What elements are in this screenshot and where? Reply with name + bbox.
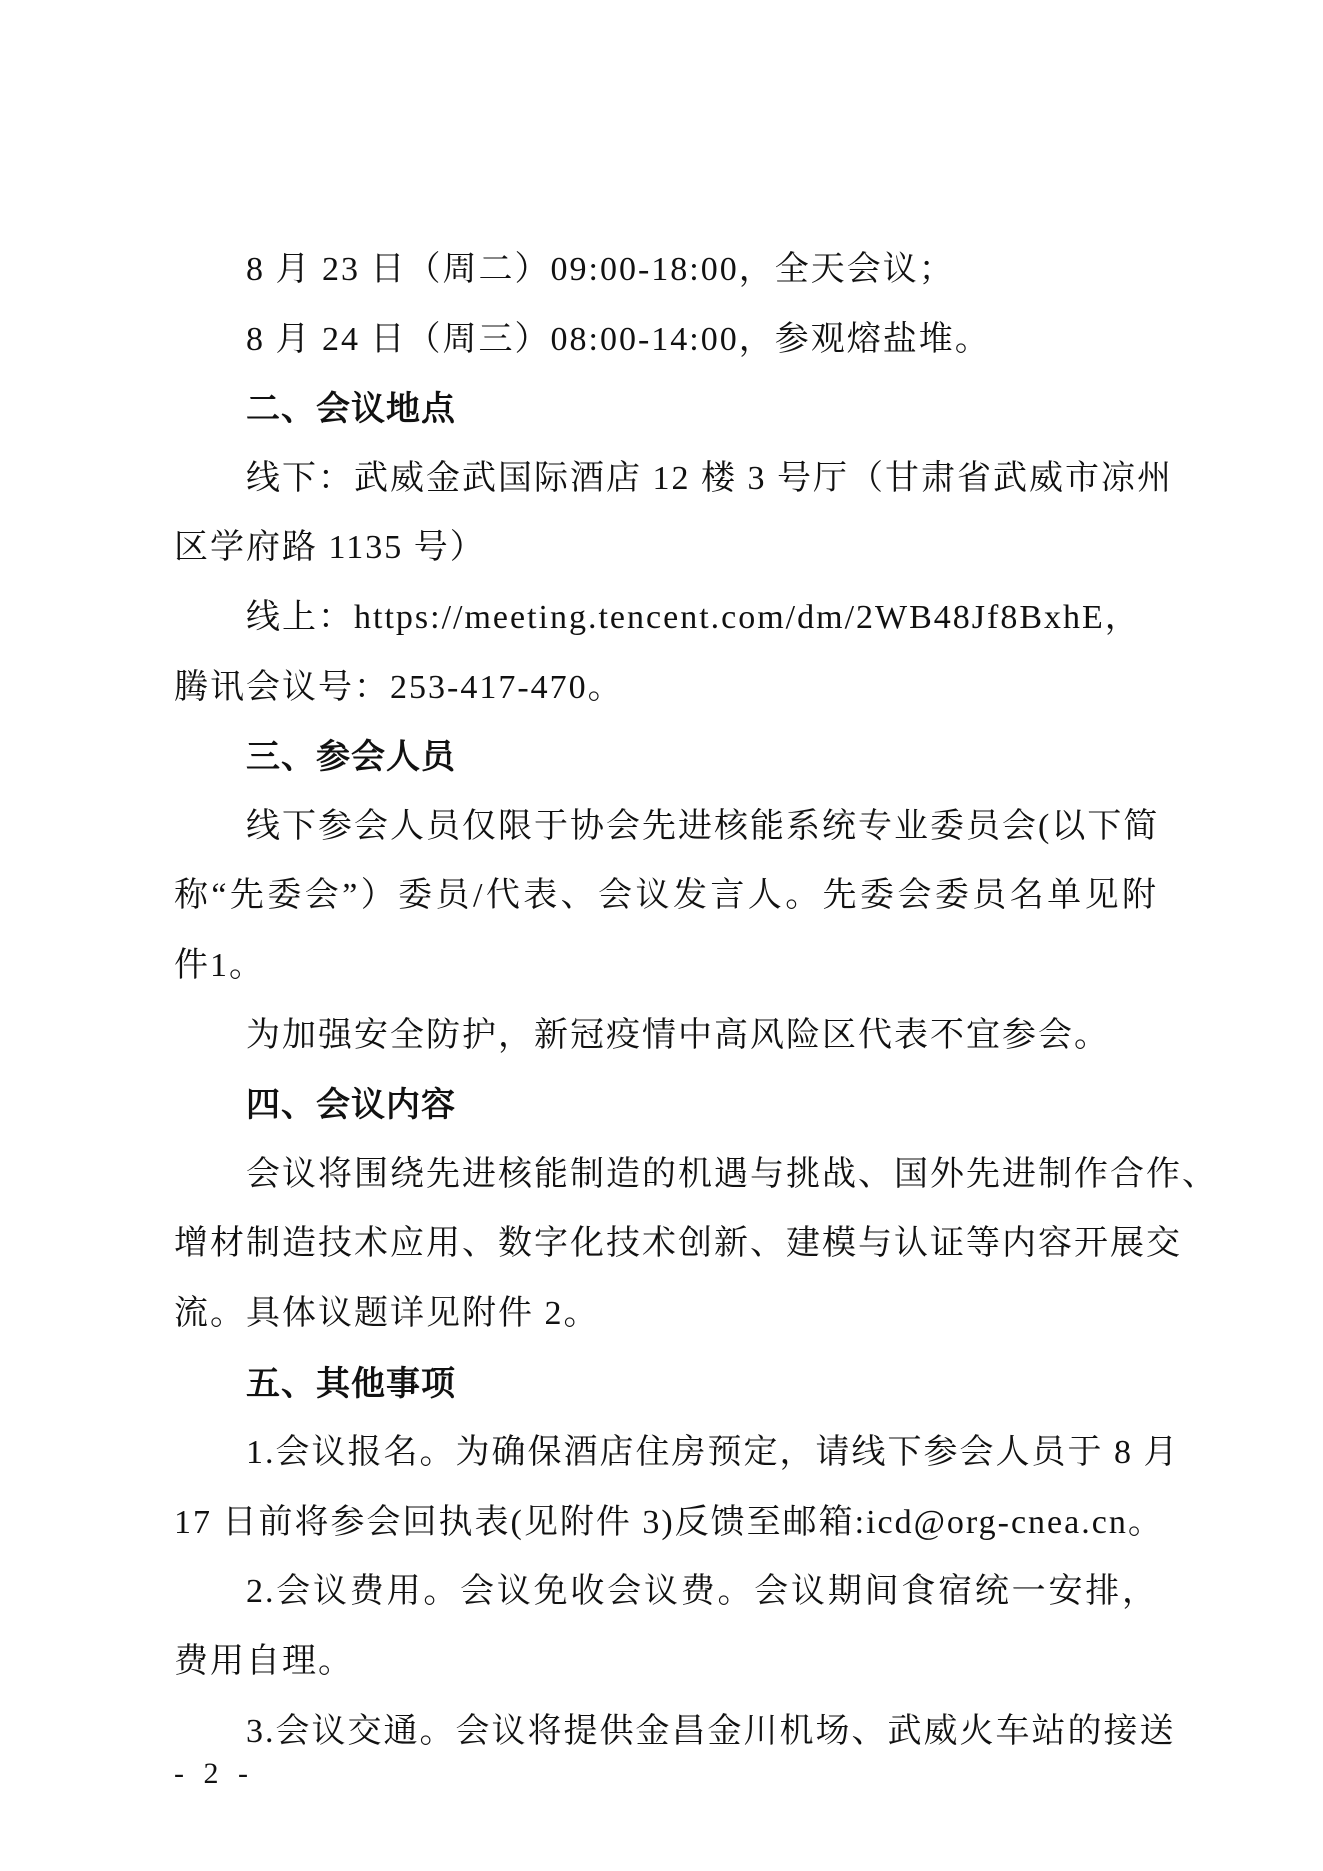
paragraph-line: 增材制造技术应用、数字化技术创新、建模与认证等内容开展交 — [174, 1225, 1182, 1263]
paragraph-line: 腾讯会议号：253-417-470。 — [174, 668, 624, 706]
paragraph-line: 线下：武威金武国际酒店 12 楼 3 号厅（甘肃省武威市凉州 — [246, 459, 1173, 497]
paragraph-line: 线下参会人员仅限于协会先进核能系统专业委员会(以下简 — [246, 807, 1160, 845]
paragraph-line: 会议将围绕先进核能制造的机遇与挑战、国外先进制作合作、 — [246, 1155, 1218, 1193]
paragraph-line: 为加强安全防护，新冠疫情中高风险区代表不宜参会。 — [246, 1016, 1110, 1054]
paragraph-line: 8 月 23 日（周二）09:00-18:00，全天会议； — [246, 251, 955, 288]
paragraph-line: 1.会议报名。为确保酒店住房预定，请线下参会人员于 8 月 — [246, 1434, 1180, 1472]
paragraph-line: 8 月 24 日（周三）08:00-14:00，参观熔盐堆。 — [246, 320, 991, 358]
paragraph-line: 17 日前将参会回执表(见附件 3)反馈至邮箱:icd@org-cnea.cn。 — [174, 1503, 1164, 1541]
paragraph-line: 区学府路 1135 号） — [174, 529, 486, 567]
paragraph-line: 3.会议交通。会议将提供金昌金川机场、武威火车站的接送 — [246, 1712, 1176, 1750]
section-heading: 三、参会人员 — [246, 737, 456, 778]
paragraph-line: 2.会议费用。会议免收会议费。会议期间食宿统一安排， — [246, 1573, 1158, 1611]
paragraph-line: 费用自理。 — [174, 1643, 354, 1680]
section-heading: 五、其他事项 — [246, 1363, 456, 1404]
section-heading: 四、会议内容 — [246, 1085, 456, 1126]
page-number: - 2 - — [174, 1757, 254, 1790]
section-heading: 二、会议地点 — [246, 389, 456, 430]
paragraph-line: 称“先委会”）委员/代表、会议发言人。先委会委员名单见附 — [174, 877, 1158, 915]
paragraph-line: 件1。 — [174, 947, 265, 984]
paragraph-line: 流。具体议题详见附件 2。 — [174, 1295, 600, 1332]
paragraph-line: 线上：https://meeting.tencent.com/dm/2WB48Jf8BxhE， — [246, 599, 1141, 636]
